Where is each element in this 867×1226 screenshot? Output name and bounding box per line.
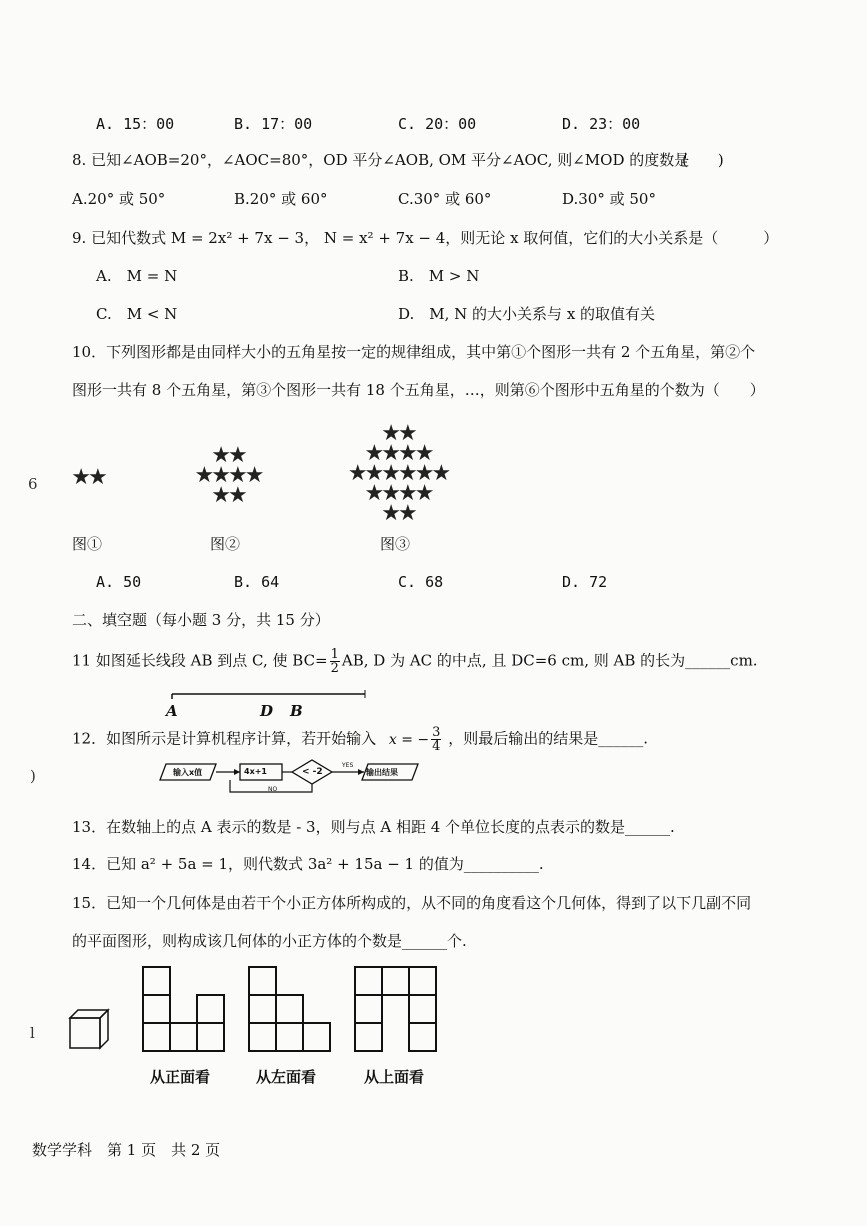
q12-frac-den: 4 [432, 739, 441, 754]
fig-label-2: 图② [210, 535, 241, 553]
q10-option-d: D. 72 [562, 573, 608, 591]
page-footer: 数学学科 第 1 页 共 2 页 [32, 1141, 221, 1159]
q8-option-b: B.20° 或 60° [234, 190, 328, 208]
q10-line2: 图形一共有 8 个五角星，第③个图形一共有 18 个五角星，…，则第⑥个图形中五角星的个数为（ ） [72, 381, 765, 399]
q12-frac-num: 3 [432, 725, 441, 740]
q9-option-b: B. M > N [398, 267, 480, 285]
q9-option-a: A. M = N [96, 267, 178, 285]
flow-condition: < -2 [302, 767, 323, 777]
q8-option-a: A.20° 或 50° [72, 190, 166, 208]
q11-post: AB, D 为 AC 的中点, 且 DC=6 cm, 则 AB 的长为______cm. [341, 651, 758, 670]
top-view-grid [354, 966, 440, 1054]
q7-option-b: B. 17：00 [234, 115, 313, 133]
q10-option-b: B. 64 [234, 573, 280, 591]
top-view-caption: 从上面看 [364, 1068, 425, 1086]
q12-text [72, 726, 648, 753]
q8-bracket: ( ) [682, 151, 724, 169]
q12-pre: 12．如图所示是计算机程序计算，若开始输入 [72, 729, 377, 748]
point-a-label: A [166, 702, 178, 720]
q9-option-d: D. M, N 的大小关系与 x 的取值有关 [398, 305, 656, 323]
flow-no-label: NO [268, 786, 278, 793]
margin-mark-1: 6 [28, 475, 38, 493]
front-view-grid [142, 966, 226, 1054]
q12-post: ，则最后输出的结果是______. [448, 729, 648, 748]
q11-text [72, 648, 758, 675]
q8-option-c: C.30° 或 60° [398, 190, 492, 208]
q10-option-c: C. 68 [398, 573, 444, 591]
q8-text: 8. 已知∠AOB=20°，∠AOC=80°，OD 平分∠AOB, OM 平分∠AOC, 则∠MOD 的度数是 [72, 151, 690, 169]
fig-label-3: 图③ [380, 535, 411, 553]
q12-flowchart [160, 758, 420, 798]
q15-line2: 的平面图形，则构成该几何体的小正方体的个数是______个. [72, 932, 467, 950]
q12-fraction [431, 726, 441, 753]
star-figure-2: ★★ ★★★★ ★★ [194, 443, 262, 508]
q11-frac-den: 2 [330, 661, 339, 676]
flow-yes-label: YES [342, 762, 354, 769]
q7-option-a: A. 15：00 [96, 115, 175, 133]
point-d-label: D [260, 702, 274, 720]
star-figure-3: ★★ ★★★★ ★★★★★★ ★★★★ ★★ [347, 421, 449, 526]
left-view-grid [248, 966, 336, 1054]
q13-text: 13．在数轴上的点 A 表示的数是 - 3，则与点 A 相距 4 个单位长度的点表示的数是______. [72, 818, 675, 836]
flow-output: 输出结果 [366, 768, 398, 777]
margin-mark-3: l [30, 1024, 35, 1042]
q7-option-d: D. 23：00 [562, 115, 641, 133]
front-view-caption: 从正面看 [150, 1068, 211, 1086]
q12-x-label: x = − [388, 731, 430, 748]
q9-text: 9. 已知代数式 M = 2x² + 7x − 3， N = x² + 7x − 4，则无论 x 取何值，它们的大小关系是（ ） [72, 229, 779, 247]
q11-fraction [330, 648, 340, 675]
q11-pre: 11 如图延长线段 AB 到点 C, 使 BC= [72, 651, 328, 670]
flow-operation: 4x+1 [244, 767, 267, 776]
left-view-caption: 从左面看 [256, 1068, 317, 1086]
q11-frac-num: 1 [330, 647, 339, 662]
q9-option-c: C. M < N [96, 305, 178, 323]
q10-line1: 10．下列图形都是由同样大小的五角星按一定的规律组成，其中第①个图形一共有 2 个五角星，第②个 [72, 343, 756, 361]
q8-option-d: D.30° 或 50° [562, 190, 656, 208]
cube-icon [66, 1006, 112, 1052]
section-2-heading: 二、填空题（每小题 3 分，共 15 分） [72, 611, 330, 629]
point-b-label: B [290, 702, 303, 720]
fig-label-1: 图① [72, 535, 103, 553]
q15-line1: 15．已知一个几何体是由若干个小正方体所构成的，从不同的角度看这个几何体，得到了以下几副不同 [72, 894, 752, 912]
margin-mark-2: ) [30, 767, 36, 785]
q14-text: 14．已知 a² + 5a = 1，则代数式 3a² + 15a − 1 的值为__________. [72, 855, 544, 873]
q10-option-a: A. 50 [96, 573, 142, 591]
flow-input: 输入x值 [173, 768, 203, 777]
star-figure-1: ★★ [71, 465, 105, 490]
q7-option-c: C. 20：00 [398, 115, 477, 133]
